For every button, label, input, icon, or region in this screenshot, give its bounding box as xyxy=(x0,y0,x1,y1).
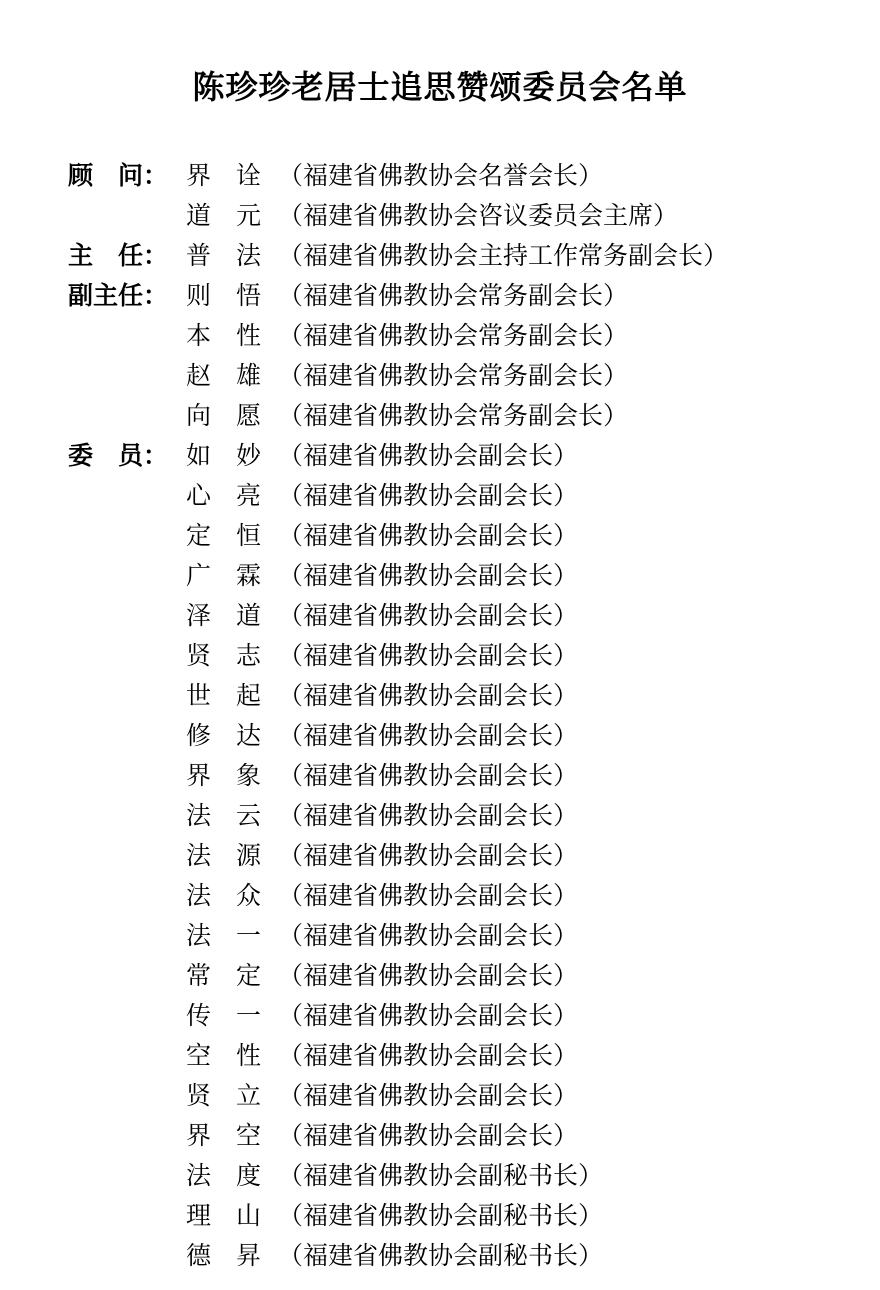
roster-person-org: （福建省佛教协会副会长） xyxy=(278,561,579,590)
roster-role-label: 顾 问： xyxy=(68,161,169,190)
roster-person-name: 泽 道 xyxy=(186,601,262,630)
roster-person-org: （福建省佛教协会副会长） xyxy=(278,921,579,950)
roster-person-name: 德 昇 xyxy=(186,1241,262,1270)
roster-person-org: （福建省佛教协会副会长） xyxy=(278,841,579,870)
roster-person-org: （福建省佛教协会副会长） xyxy=(278,1001,579,1030)
roster-row xyxy=(68,1076,850,1116)
roster-person-name: 普 法 xyxy=(186,241,262,270)
roster-row xyxy=(68,476,850,516)
roster-row xyxy=(68,356,850,396)
roster-row xyxy=(68,1236,850,1276)
roster-row xyxy=(68,1156,850,1196)
roster-row xyxy=(68,1196,850,1236)
roster-row xyxy=(68,1036,850,1076)
roster-person-org: （福建省佛教协会副会长） xyxy=(278,881,579,910)
roster-person-org: （福建省佛教协会副会长） xyxy=(278,761,579,790)
roster-row xyxy=(68,596,850,636)
roster-person-name: 赵 雄 xyxy=(186,361,262,390)
roster-row xyxy=(68,556,850,596)
roster-person-org: （福建省佛教协会常务副会长） xyxy=(278,281,629,310)
roster-person-org: （福建省佛教协会副会长） xyxy=(278,441,579,470)
roster-person-name: 法 度 xyxy=(186,1161,262,1190)
roster-role-label: 副主任： xyxy=(68,281,169,310)
roster-row xyxy=(68,316,850,356)
roster-person-org: （福建省佛教协会常务副会长） xyxy=(278,401,629,430)
roster-row xyxy=(68,916,850,956)
roster-person-org: （福建省佛教协会副会长） xyxy=(278,1041,579,1070)
roster-person-org: （福建省佛教协会副秘书长） xyxy=(278,1161,604,1190)
roster-person-org: （福建省佛教协会常务副会长） xyxy=(278,361,629,390)
roster-person-org: （福建省佛教协会副会长） xyxy=(278,801,579,830)
roster-person-name: 贤 志 xyxy=(186,641,262,670)
roster-row xyxy=(68,796,850,836)
roster-row xyxy=(68,236,850,276)
roster-person-name: 如 妙 xyxy=(186,441,262,470)
roster-person-name: 向 愿 xyxy=(186,401,262,430)
roster-row xyxy=(68,436,850,476)
roster-person-name: 法 众 xyxy=(186,881,262,910)
roster-row xyxy=(68,996,850,1036)
roster-person-org: （福建省佛教协会副秘书长） xyxy=(278,1241,604,1270)
roster-person-org: （福建省佛教协会副会长） xyxy=(278,521,579,550)
roster-row xyxy=(68,956,850,996)
roster-row xyxy=(68,196,850,236)
roster-row xyxy=(68,636,850,676)
roster-person-name: 心 亮 xyxy=(186,481,262,510)
roster-person-name: 常 定 xyxy=(186,961,262,990)
roster-row xyxy=(68,276,850,316)
roster-row xyxy=(68,516,850,556)
page-title: 陈珍珍老居士追思赞颂委员会名单 xyxy=(192,68,688,106)
roster-row xyxy=(68,1116,850,1156)
roster-person-name: 界 空 xyxy=(186,1121,262,1150)
roster-person-org: （福建省佛教协会副秘书长） xyxy=(278,1201,604,1230)
roster-person-org: （福建省佛教协会副会长） xyxy=(278,1081,579,1110)
roster-row xyxy=(68,756,850,796)
roster-role-label: 委 员： xyxy=(68,441,169,470)
roster-person-name: 法 一 xyxy=(186,921,262,950)
roster-person-org: （福建省佛教协会副会长） xyxy=(278,601,579,630)
roster-person-name: 法 源 xyxy=(186,841,262,870)
roster-person-name: 贤 立 xyxy=(186,1081,262,1110)
roster-person-org: （福建省佛教协会副会长） xyxy=(278,681,579,710)
roster-person-org: （福建省佛教协会名誉会长） xyxy=(278,161,604,190)
roster-row xyxy=(68,836,850,876)
roster-row xyxy=(68,876,850,916)
roster-person-name: 界 象 xyxy=(186,761,262,790)
roster-person-name: 理 山 xyxy=(186,1201,262,1230)
roster-person-name: 本 性 xyxy=(186,321,262,350)
roster-person-org: （福建省佛教协会副会长） xyxy=(278,641,579,670)
roster-person-name: 修 达 xyxy=(186,721,262,750)
roster-person-name: 界 诠 xyxy=(186,161,262,190)
roster-person-name: 则 悟 xyxy=(186,281,262,310)
roster-person-name: 广 霖 xyxy=(186,561,262,590)
roster-person-name: 定 恒 xyxy=(186,521,262,550)
roster-person-org: （福建省佛教协会副会长） xyxy=(278,1121,579,1150)
roster-person-org: （福建省佛教协会副会长） xyxy=(278,721,579,750)
roster-person-name: 法 云 xyxy=(186,801,262,830)
roster-row xyxy=(68,716,850,756)
roster-row xyxy=(68,156,850,196)
roster-role-label: 主 任： xyxy=(68,241,169,270)
roster-row xyxy=(68,396,850,436)
roster-row xyxy=(68,676,850,716)
roster-person-name: 世 起 xyxy=(186,681,262,710)
roster-person-org: （福建省佛教协会副会长） xyxy=(278,481,579,510)
roster-person-name: 道 元 xyxy=(186,201,262,230)
roster-person-org: （福建省佛教协会主持工作常务副会长） xyxy=(278,241,729,270)
roster-person-org: （福建省佛教协会常务副会长） xyxy=(278,321,629,350)
roster-person-org: （福建省佛教协会副会长） xyxy=(278,961,579,990)
roster-person-name: 空 性 xyxy=(186,1041,262,1070)
roster-person-org: （福建省佛教协会咨议委员会主席） xyxy=(278,201,679,230)
roster-person-name: 传 一 xyxy=(186,1001,262,1030)
committee-roster-list xyxy=(0,156,880,1276)
